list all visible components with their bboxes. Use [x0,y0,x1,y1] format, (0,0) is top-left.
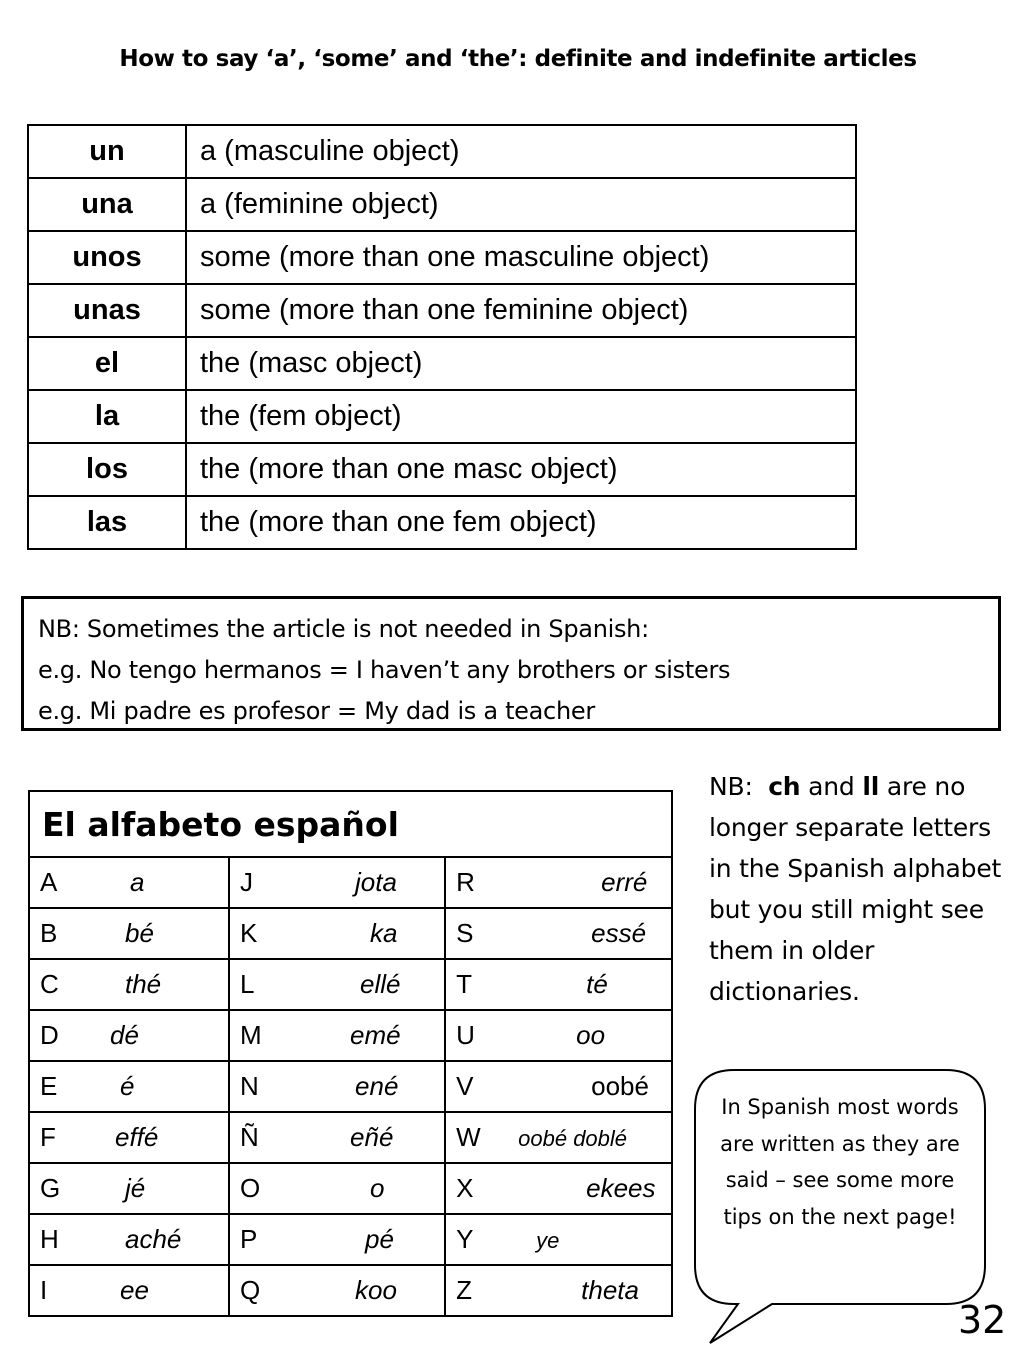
alphabet-row [29,959,672,1010]
alphabet-letter: N [240,1071,259,1101]
article-row [28,284,856,337]
articles-table [27,124,857,550]
alphabet-letter-name: jota [355,867,397,897]
alphabet-table [28,790,673,1317]
alphabet-letter: A [40,867,58,897]
article-spanish: unos [28,231,186,284]
speech-bubble-text: In Spanish most words are written as they are said – see some more tips on the next page! [720,1095,960,1229]
alphabet-cell [229,908,445,959]
alphabet-letter-name: oobé doblé [518,1126,628,1151]
article-row [28,337,856,390]
alphabet-letter: T [456,969,473,999]
alphabet-letter-name: ye [536,1228,560,1253]
alphabet-letter: E [40,1071,58,1101]
alphabet-letter-name: essé [591,918,647,948]
alphabet-letter-name: té [586,969,608,999]
article-english: the (masc object) [186,337,856,390]
alphabet-letter: G [40,1173,61,1203]
alphabet-letter-name: ené [355,1071,399,1101]
article-english: a (masculine object) [186,125,856,178]
side-note-prefix: NB: [709,772,753,801]
alphabet-letter: B [40,918,58,948]
alphabet-cell [445,1010,672,1061]
alphabet-letter: K [240,918,258,948]
alphabet-letter: X [456,1173,474,1203]
alphabet-cell [229,1061,445,1112]
alphabet-letter-name: oobé [591,1071,649,1101]
alphabet-letter-name: pé [365,1224,394,1254]
alphabet-cell [445,1061,672,1112]
alphabet-letter-name: koo [355,1275,397,1305]
article-spanish: las [28,496,186,549]
alphabet-cell [445,1214,672,1265]
alphabet-letter: C [40,969,59,999]
article-spanish: una [28,178,186,231]
side-note-ll: ll [862,772,880,801]
alphabet-side-note [709,766,1009,1012]
alphabet-row [29,1163,672,1214]
alphabet-letter: S [456,918,474,948]
alphabet-row [29,857,672,908]
alphabet-letter: U [456,1020,475,1050]
alphabet-row [29,908,672,959]
alphabet-letter: I [40,1275,48,1305]
note-line: e.g. Mi padre es profesor = My dad is a teacher [38,697,595,725]
alphabet-cell [229,1010,445,1061]
alphabet-letter: J [240,867,254,897]
article-english: the (more than one masc object) [186,443,856,496]
note-line: e.g. No tengo hermanos = I haven’t any brothers or sisters [38,656,731,684]
alphabet-cell [229,1112,445,1163]
alphabet-letter-name: eñé [350,1122,394,1152]
alphabet-letter: F [40,1122,56,1152]
alphabet-letter: Q [240,1275,261,1305]
side-note-rest: are no longer separate letters in the Spanish alphabet but you still might see them in older dictionaries. [709,772,1002,1006]
alphabet-cell [229,1265,445,1316]
article-row [28,496,856,549]
article-spanish: la [28,390,186,443]
alphabet-cell [29,1112,229,1163]
alphabet-letter: O [240,1173,261,1203]
article-english: a (feminine object) [186,178,856,231]
alphabet-letter-name: ee [120,1275,149,1305]
alphabet-letter: H [40,1224,59,1254]
alphabet-cell [29,857,229,908]
article-english: the (more than one fem object) [186,496,856,549]
alphabet-cell [445,1265,672,1316]
speech-bubble [694,1069,986,1305]
article-row [28,390,856,443]
alphabet-letter-name: jé [125,1173,146,1203]
page-number: 32 [958,1298,1007,1342]
alphabet-cell [445,959,672,1010]
article-spanish: unas [28,284,186,337]
alphabet-letter: Ñ [240,1122,259,1152]
page-title: How to say ‘a’, ‘some’ and ‘the’: definite and indefinite articles [119,46,917,72]
alphabet-letter-name: ekees [586,1173,656,1203]
article-spanish: un [28,125,186,178]
alphabet-row [29,1061,672,1112]
side-note-and: and [808,772,855,801]
alphabet-cell [229,959,445,1010]
article-spanish: los [28,443,186,496]
alphabet-letter-name: é [120,1071,135,1101]
alphabet-letter-name: dé [110,1020,139,1050]
alphabet-row [29,1265,672,1316]
alphabet-cell [29,1010,229,1061]
alphabet-letter-name: emé [350,1020,401,1050]
article-note-box [21,596,1001,731]
alphabet-cell [445,908,672,959]
alphabet-letter-name: bé [125,918,154,948]
note-line: NB: Sometimes the article is not needed in Spanish: [38,615,649,643]
alphabet-letter-name: a [130,867,145,897]
alphabet-letter-name: ka [370,918,398,948]
alphabet-letter: V [456,1071,474,1101]
alphabet-letter: L [240,969,255,999]
alphabet-letter: Z [456,1275,473,1305]
alphabet-heading: El alfabeto español [29,791,672,857]
article-row [28,443,856,496]
alphabet-row [29,1112,672,1163]
alphabet-letter: D [40,1020,59,1050]
alphabet-letter-name: thé [125,969,162,999]
article-english: the (fem object) [186,390,856,443]
alphabet-cell [29,1061,229,1112]
alphabet-cell [29,1214,229,1265]
article-spanish: el [28,337,186,390]
alphabet-cell [445,1163,672,1214]
alphabet-letter-name: erré [601,867,648,897]
alphabet-letter: W [456,1122,481,1152]
alphabet-letter: M [240,1020,262,1050]
alphabet-row [29,1214,672,1265]
alphabet-cell [445,1112,672,1163]
alphabet-cell [29,908,229,959]
alphabet-letter-name: aché [125,1224,182,1254]
article-row [28,231,856,284]
article-row [28,125,856,178]
alphabet-letter-name: oo [576,1020,606,1050]
alphabet-cell [445,857,672,908]
alphabet-letter-name: effé [115,1122,159,1152]
side-note-ch: ch [768,772,801,801]
alphabet-letter: R [456,867,475,897]
alphabet-letter-name: o [370,1173,385,1203]
article-row [28,178,856,231]
alphabet-letter: Y [456,1224,474,1254]
alphabet-cell [29,1163,229,1214]
alphabet-row [29,1010,672,1061]
alphabet-cell [229,1163,445,1214]
alphabet-cell [29,1265,229,1316]
article-english: some (more than one masculine object) [186,231,856,284]
alphabet-cell [229,1214,445,1265]
alphabet-cell [29,959,229,1010]
alphabet-letter-name: theta [581,1275,639,1305]
alphabet-letter-name: ellé [360,969,401,999]
alphabet-letter: P [240,1224,258,1254]
alphabet-cell [229,857,445,908]
article-english: some (more than one feminine object) [186,284,856,337]
